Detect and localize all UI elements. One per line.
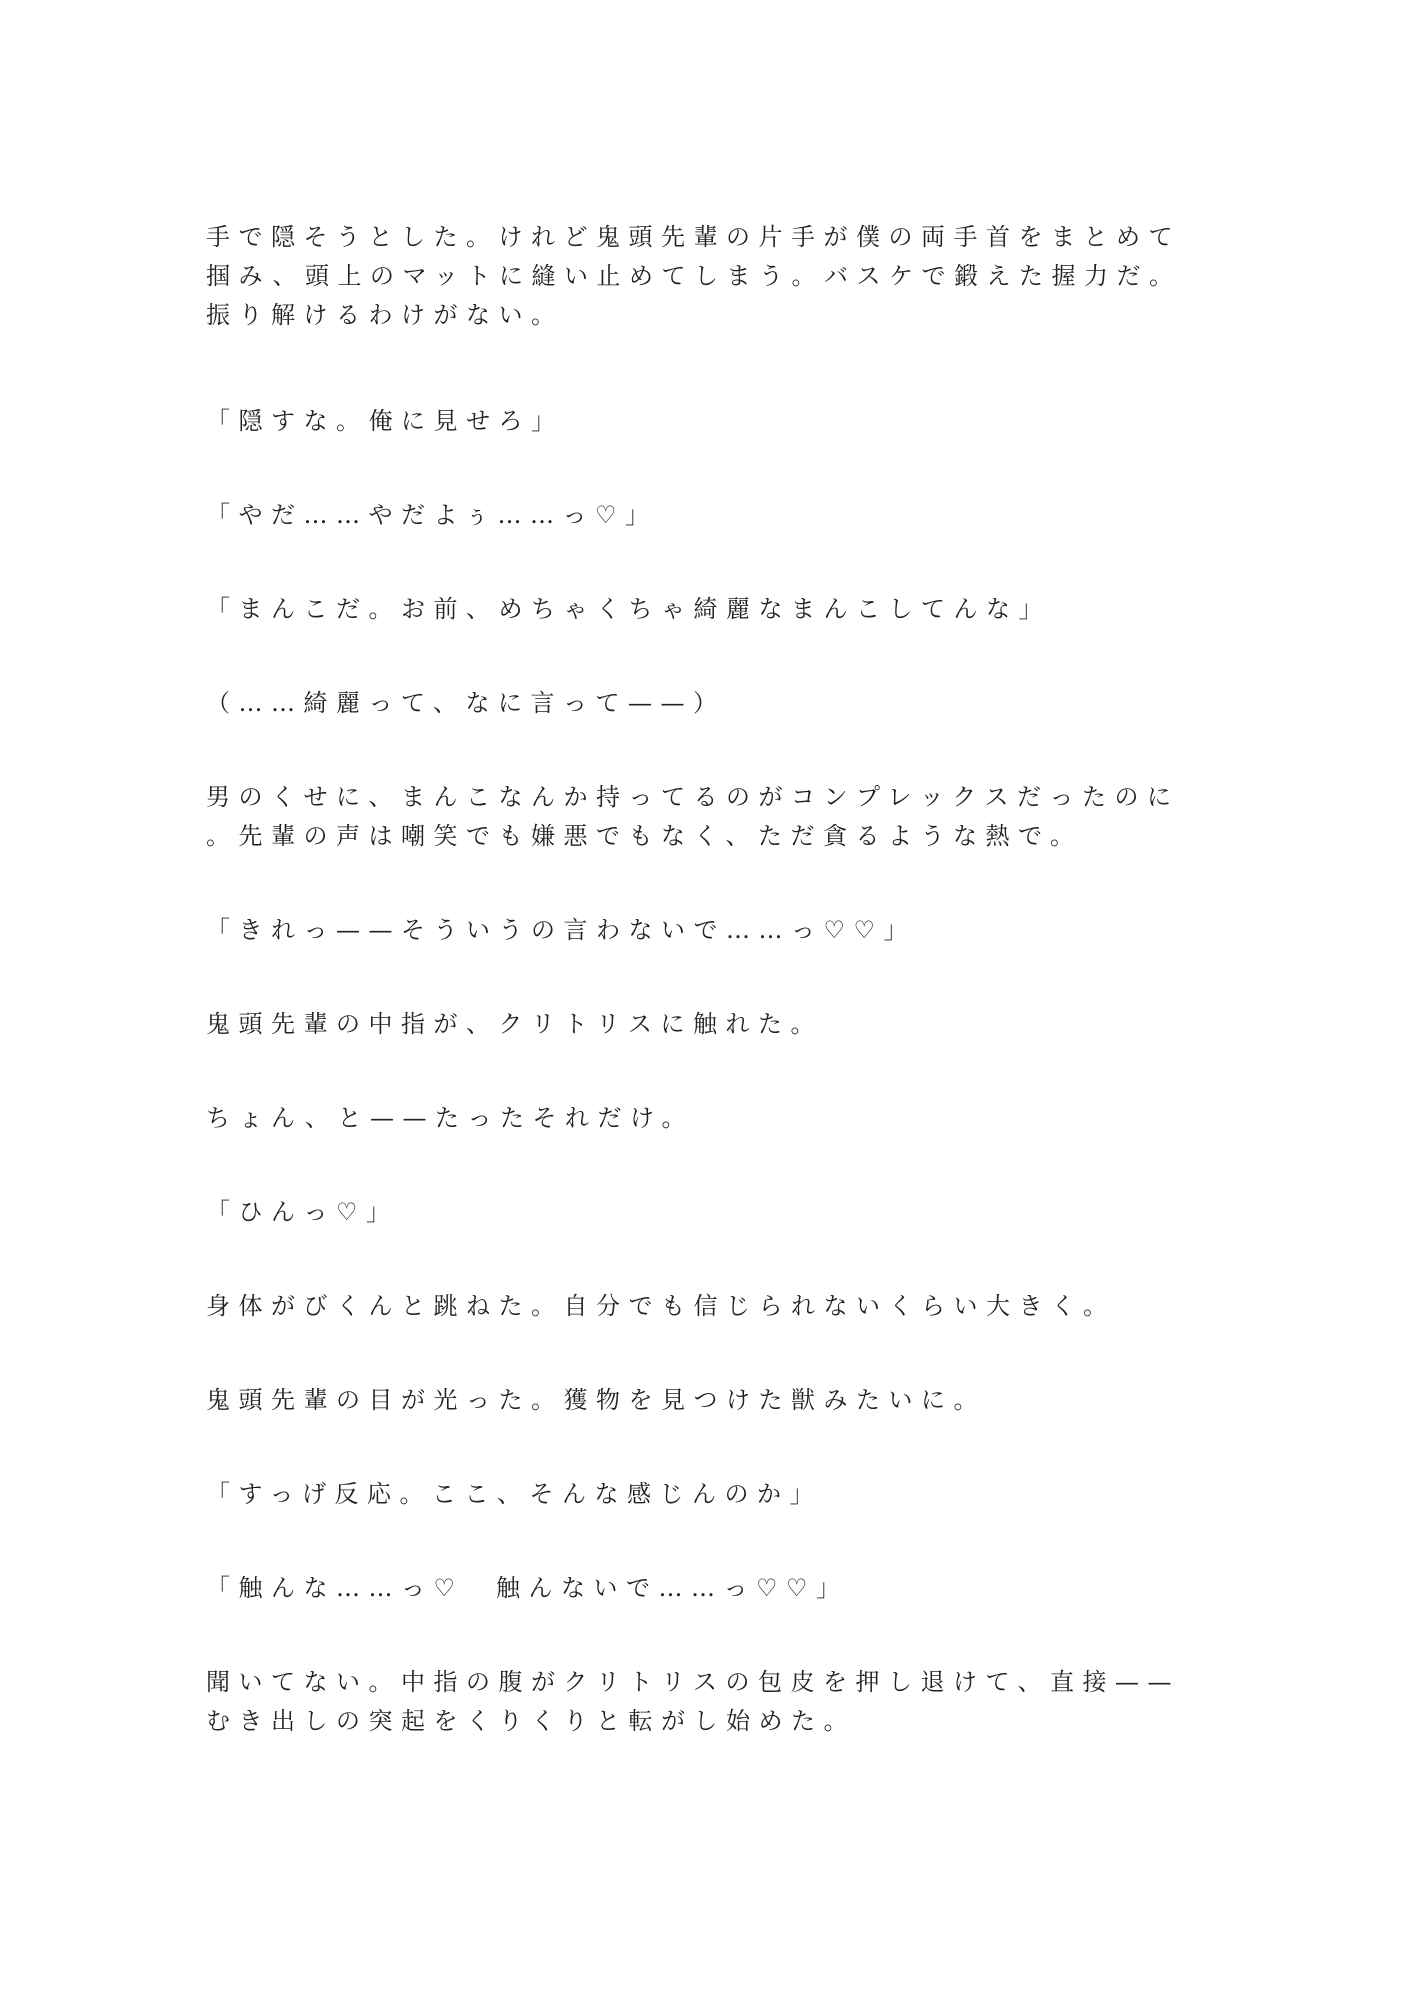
- paragraph: 身体がびくんと跳ねた。自分でも信じられないくらい大きく。: [206, 1292, 1116, 1320]
- paragraph: 「隠すな。俺に見せろ」: [206, 407, 564, 435]
- paragraph: 「まんこだ。お前、めちゃくちゃ綺麗なまんこしてんな」: [206, 595, 1051, 623]
- paragraph: 手で隠そうとした。けれど鬼頭先輩の片手が僕の両手首をまとめて 掴み、頭上のマットに縫い止めてしまう。バスケで鍛えた握力だ。 振り解けるわけがない。: [206, 223, 1182, 329]
- paragraph: 「すっげ反応。ここ、そんな感じんのか」: [206, 1480, 823, 1508]
- paragraph: 「きれっ——そういうの言わないで……っ♡♡」: [206, 916, 917, 944]
- paragraph: 鬼頭先輩の目が光った。獲物を見つけた獣みたいに。: [206, 1386, 986, 1414]
- paragraph: ちょん、と——たったそれだけ。: [206, 1104, 694, 1132]
- paragraph: 「やだ……やだよぅ……っ♡」: [206, 501, 658, 529]
- paragraph: 鬼頭先輩の中指が、クリトリスに触れた。: [206, 1010, 824, 1038]
- paragraph: （……綺麗って、なに言って——）: [206, 689, 726, 717]
- paragraph: 聞いてない。中指の腹がクリトリスの包皮を押し退けて、直接—— むき出しの突起をくりくりと転がし始めた。: [206, 1668, 1181, 1735]
- paragraph: 男のくせに、まんこなんか持ってるのがコンプレックスだったのに 。先輩の声は嘲笑でも嫌悪でもなく、ただ貪るような熱で。: [206, 783, 1180, 850]
- paragraph: 「触んな……っ♡ 触んないで……っ♡♡」: [206, 1574, 849, 1602]
- document-page: [206, 218, 1206, 1796]
- paragraph: 「ひんっ♡」: [206, 1198, 399, 1226]
